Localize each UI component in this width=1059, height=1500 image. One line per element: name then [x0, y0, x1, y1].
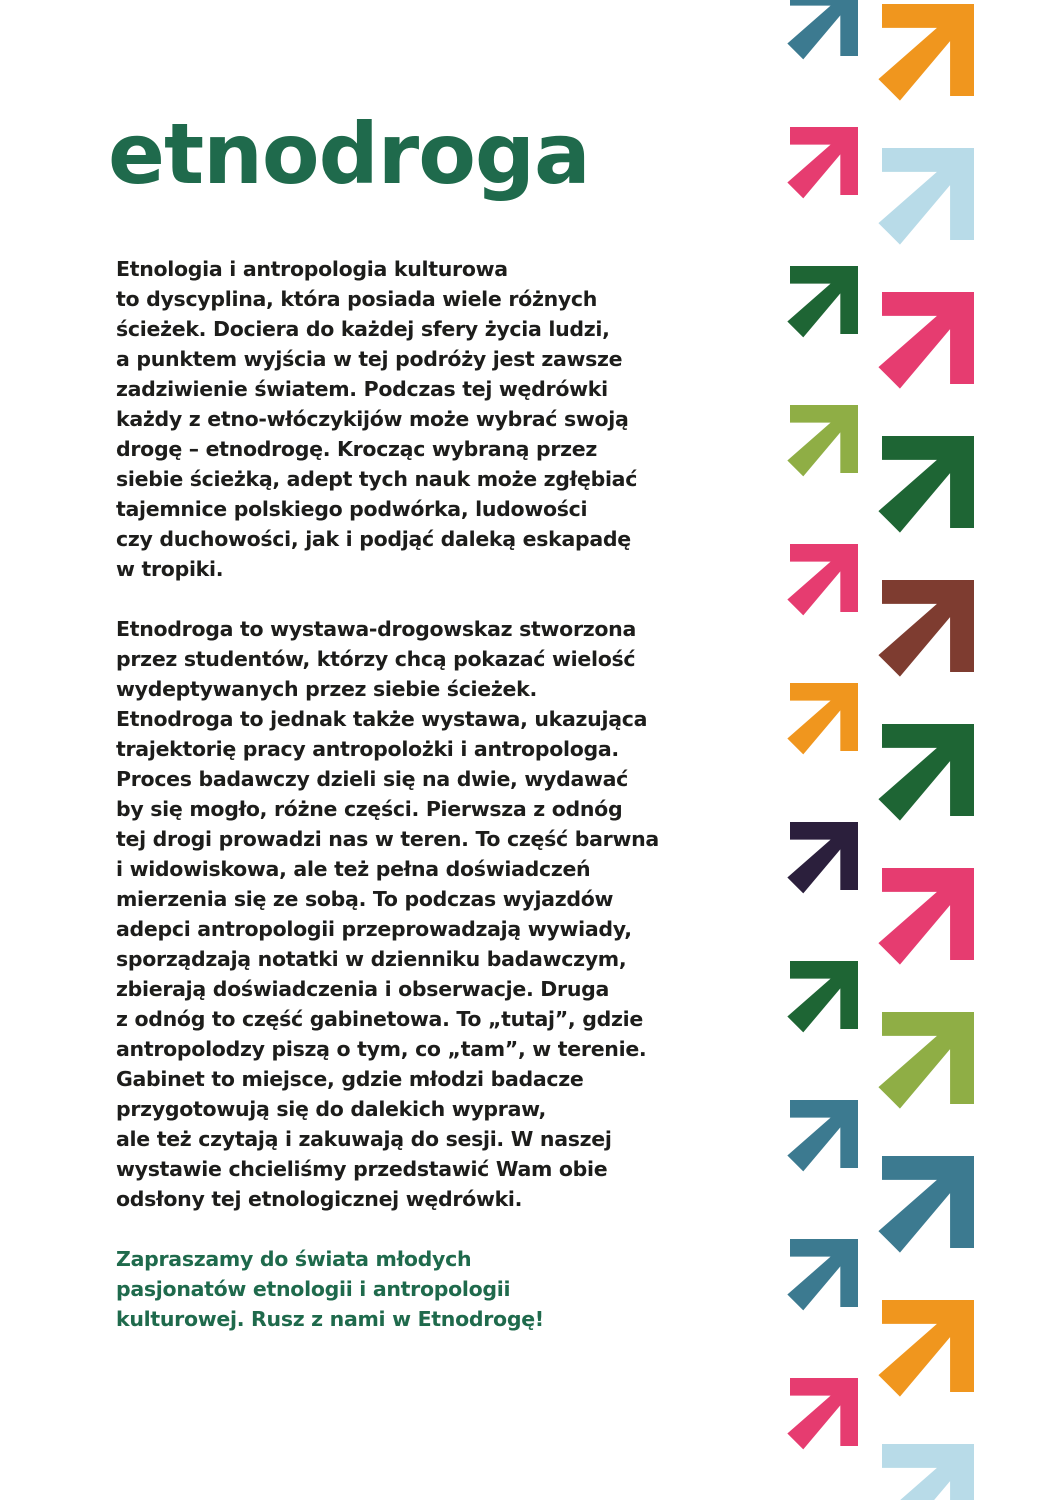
arrow-icon	[878, 1156, 974, 1253]
text-line: sporządzają notatki w dzienniku badawczym,	[116, 947, 627, 971]
text-line: antropolodzy piszą o tym, co „tam”, w terenie.	[116, 1037, 647, 1061]
arrow-icon	[787, 0, 858, 59]
arrow-icon	[787, 683, 858, 754]
text-line: to dyscyplina, która posiada wiele różnych	[116, 287, 598, 311]
text-line: Gabinet to miejsce, gdzie młodzi badacze	[116, 1067, 584, 1091]
text-line: czy duchowości, jak i podjąć daleką eskapadę	[116, 527, 631, 551]
arrow-icon	[878, 4, 974, 101]
arrow-icon	[787, 127, 858, 198]
text-line: drogę – etnodrogę. Krocząc wybraną przez	[116, 437, 598, 461]
text-line: tej drogi prowadzi nas w teren. To część barwna	[116, 827, 659, 851]
arrow-icon	[878, 148, 974, 245]
arrow-icon	[878, 1444, 974, 1500]
text-line: i widowiskowa, ale też pełna doświadczeń	[116, 857, 591, 881]
arrow-icon	[878, 292, 974, 389]
arrow-icon	[878, 580, 974, 677]
arrow-icon	[878, 1012, 974, 1109]
text-line: tajemnice polskiego podwórka, ludowości	[116, 497, 588, 521]
text-line: ale też czytają i zakuwają do sesji. W naszej	[116, 1127, 612, 1151]
text-line: mierzenia się ze sobą. To podczas wyjazdów	[116, 887, 614, 911]
text-line: ścieżek. Dociera do każdej sfery życia ludzi,	[116, 317, 610, 341]
text-line: siebie ścieżką, adept tych nauk może zgłębiać	[116, 467, 638, 491]
text-line: zbierają doświadczenia i obserwacje. Druga	[116, 977, 610, 1001]
text-line: Zapraszamy do świata młodych	[116, 1247, 472, 1271]
text-line: by się mogło, różne części. Pierwsza z odnóg	[116, 797, 623, 821]
arrow-icon	[787, 405, 858, 476]
arrow-icon	[878, 724, 974, 821]
text-line: zadziwienie światem. Podczas tej wędrówki	[116, 377, 608, 401]
text-line: Etnodroga to wystawa-drogowskaz stworzona	[116, 617, 637, 641]
text-line: pasjonatów etnologii i antropologii	[116, 1277, 511, 1301]
arrow-icon	[878, 436, 974, 533]
text-line: każdy z etno-włóczykijów może wybrać swoją	[116, 407, 629, 431]
text-line: wystawie chcieliśmy przedstawić Wam obie	[116, 1157, 608, 1181]
text-line: a punktem wyjścia w tej podróży jest zawsze	[116, 347, 623, 371]
text-line: Etnodroga to jednak także wystawa, ukazująca	[116, 707, 648, 731]
text-line: Etnologia i antropologia kulturowa	[116, 257, 508, 281]
arrow-icon	[787, 822, 858, 893]
arrow-icon	[787, 1100, 858, 1171]
page-title: etnodroga	[108, 105, 590, 203]
text-line: adepci antropologii przeprowadzają wywiady,	[116, 917, 632, 941]
text-line: z odnóg to część gabinetowa. To „tutaj”, gdzie	[116, 1007, 643, 1031]
arrow-icon	[787, 266, 858, 337]
arrow-icon	[787, 961, 858, 1032]
text-line: trajektorię pracy antropolożki i antropologa.	[116, 737, 619, 761]
text-line: przygotowują się do dalekich wypraw,	[116, 1097, 546, 1121]
text-line: kulturowej. Rusz z nami w Etnodrogę!	[116, 1307, 544, 1331]
text-line: Proces badawczy dzieli się na dwie, wydawać	[116, 767, 629, 791]
arrow-icon	[878, 868, 974, 965]
arrow-icon	[787, 544, 858, 615]
arrow-icon	[878, 1300, 974, 1397]
text-line: w tropiki.	[116, 557, 224, 581]
text-line: przez studentów, którzy chcą pokazać wielość	[116, 647, 636, 671]
text-line: odsłony tej etnologicznej wędrówki.	[116, 1187, 523, 1211]
arrow-icon	[787, 1239, 858, 1310]
arrow-icon	[787, 1378, 858, 1449]
text-line: wydeptywanych przez siebie ścieżek.	[116, 677, 537, 701]
